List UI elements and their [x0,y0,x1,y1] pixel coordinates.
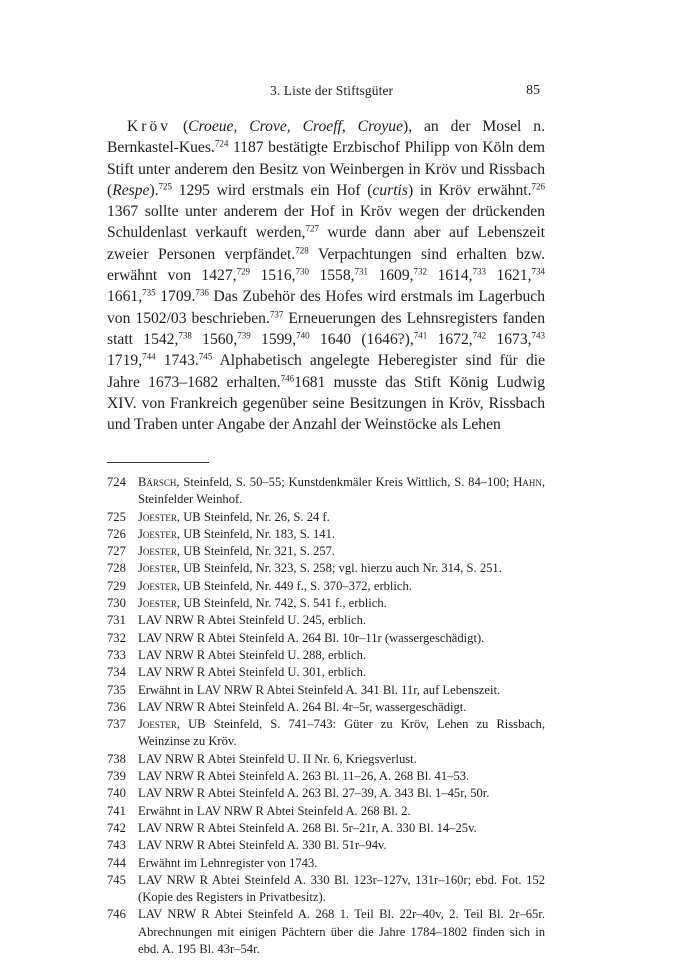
footnote-number: 725 [107,509,126,524]
text-run: Erneuerungen des Lehnsregisters fanden statt 1542, [107,309,545,348]
latin-term: curtis [372,181,408,199]
footnote-ref[interactable]: 734 [531,266,546,277]
footnote-ref[interactable]: 736 [195,287,209,298]
text-run: 1743. [155,352,199,370]
text-run: 1367 sollte unter anderem der Hof in Kröv wegen der drückenden Schuldenlast verkauft werden, [107,203,545,242]
footnote-text: LAV NRW R Abtei Steinfeld U. II Nr. 6, Kriegsverlust. [138,751,417,766]
footnote-737 [107,716,545,751]
text-run: 1709. [155,288,196,306]
footnote-text: LAV NRW R Abtei Steinfeld A. 330 Bl. 123r–127v, 131r–160r; ebd. Fot. 152 (Kopie des Registers in Privatbesitz). [138,872,545,905]
footnote-ref[interactable]: 725 [158,181,173,192]
text-run: 1558, [309,267,355,285]
footnote-text: , UB Steinfeld, Nr. 742, S. 541 f., erblich. [176,596,387,611]
footnote-text: , Steinfeld, S. 50–55; Kunstdenkmäler Kreis Wittlich, S. 84–100; [176,475,514,489]
text-run: wurde dann aber auf Lebenszeit zweier Personen verpfändet. [107,224,545,263]
footnote-ref[interactable]: 743 [531,330,546,341]
footnote-ref[interactable]: 727 [305,224,319,235]
footnote-number: 746 [107,907,126,922]
footnote-ref[interactable]: 744 [142,351,156,362]
text-run: 1599, [250,330,297,348]
footnote-number: 726 [107,526,126,541]
footnote-text: LAV NRW R Abtei Steinfeld A. 264 Bl. 4r–5r, wassergeschädigt. [138,699,467,714]
footnote-ref[interactable]: 742 [472,330,487,341]
footnote-text: , UB Steinfeld, Nr. 183, S. 141. [176,526,336,541]
footnotes [107,474,545,958]
footnote-ref[interactable]: 738 [178,330,192,341]
footnote-ref[interactable]: 733 [472,266,487,277]
footnote-number: 739 [107,769,126,784]
footnote-text: Erwähnt im Lehnregister von 1743. [138,855,318,870]
text-run: ( [171,118,189,135]
footnote-740 [107,785,545,802]
footnote-number: 742 [107,820,126,835]
footnote-ref[interactable]: 746 [280,373,295,384]
footnote-744 [107,855,545,872]
footnote-author: Joester [138,509,177,524]
text-run: 1673, [486,330,532,348]
footnote-727 [107,543,545,560]
footnote-text: , UB Steinfeld, Nr. 321, S. 257. [176,544,336,559]
text-run: 1609, [368,267,414,285]
text-run: 1621, [486,267,532,285]
footnote-725 [107,509,545,526]
footnote-number: 724 [107,475,126,489]
place-variants: Croeue, Crove, Croeff, Croyue [188,118,403,135]
footnote-number: 737 [107,717,126,732]
footnote-divider [107,462,209,463]
latin-term: Respe [112,181,150,199]
footnote-736 [107,699,545,716]
text-run: ). [149,181,159,199]
footnote-732 [107,630,545,647]
footnote-726 [107,526,545,543]
text-run: 1516, [250,267,296,285]
footnote-text: LAV NRW R Abtei Steinfeld U. 288, erblich. [138,647,367,662]
footnote-ref[interactable]: 740 [296,330,310,341]
footnote-733 [107,647,545,664]
footnote-text: Erwähnt in LAV NRW R Abtei Steinfeld A. 341 Bl. 11r, auf Lebenszeit. [138,682,501,697]
footnote-number: 738 [107,751,126,766]
footnote-number: 728 [107,561,126,576]
text-run: Alphabetisch angelegte Heberegister sind für die Jahre 1673–1682 erhalten. [107,352,546,391]
footnote-text: LAV NRW R Abtei Steinfeld A. 263 Bl. 11–26, A. 268 Bl. 41–53. [138,769,470,784]
footnote-text: , Steinfelder Weinhof. [138,475,545,507]
footnote-724 [107,474,545,509]
footnote-number: 740 [107,786,126,801]
footnote-text: , UB Steinfeld, Nr. 323, S. 258; vgl. hierzu auch Nr. 314, S. 251. [176,561,502,576]
text-run: ), an der Mosel n. Bernkastel-Kues. [107,118,545,157]
footnote-ref[interactable]: 735 [142,287,156,298]
text-run: 1295 wird erstmals ein Hof ( [172,181,373,199]
footnote-number: 730 [107,596,126,611]
footnote-number: 743 [107,838,126,853]
footnote-number: 727 [107,544,126,559]
footnote-text: LAV NRW R Abtei Steinfeld U. 301, erblich. [138,665,367,680]
footnote-738 [107,751,545,768]
footnote-741 [107,803,545,820]
footnote-author: Joester [138,561,177,576]
footnote-text: LAV NRW R Abtei Steinfeld A. 263 Bl. 27–39, A. 343 Bl. 1–45r, 50r. [138,786,490,801]
footnote-author: Joester [138,717,177,732]
footnote-number: 736 [107,699,126,714]
footnote-ref[interactable]: 729 [236,266,251,277]
footnote-ref[interactable]: 728 [295,245,309,256]
footnote-author: Joester [138,578,177,593]
footnote-ref[interactable]: 732 [413,266,428,277]
footnote-text: , UB Steinfeld, S. 741–743: Güter zu Kröv, Lehen zu Rissbach, Weinzinse zu Kröv. [138,717,545,749]
footnote-728 [107,560,545,577]
footnote-number: 735 [107,682,126,697]
footnote-742 [107,820,545,837]
text-run: 1719, [107,352,143,370]
footnote-text: LAV NRW R Abtei Steinfeld A. 268 Bl. 5r–21r, A. 330 Bl. 14–25v. [138,820,477,835]
running-title: 3. Liste der Stiftsgüter [270,83,394,98]
text-run: 1614, [427,267,473,285]
footnote-745 [107,872,545,907]
footnote-729 [107,578,545,595]
text-run: 1560, [191,330,238,348]
text-run: 1681 musste das Stift König Ludwig XIV. von Frankreich gegenüber seine Besitzungen in Kröv, Rissbach und Traben unter Angabe der Anzahl der Weinstöcke als Lehen [107,373,546,434]
footnote-ref[interactable]: 741 [413,330,428,341]
footnote-text: Erwähnt in LAV NRW R Abtei Steinfeld A. 268 Bl. 2. [138,803,411,818]
page-number: 85 [526,83,540,98]
footnote-ref[interactable]: 731 [354,266,369,277]
footnote-730 [107,595,545,612]
footnote-ref[interactable]: 737 [269,309,284,320]
footnote-739 [107,768,545,785]
footnote-text: LAV NRW R Abtei Steinfeld A. 264 Bl. 10r–11r (wassergeschädigt). [138,630,485,645]
footnote-author: Joester [138,544,177,559]
footnote-text: , UB Steinfeld, Nr. 449 f., S. 370–372, erblich. [176,578,412,593]
footnote-author: Joester [138,596,177,611]
footnote-734 [107,664,545,681]
footnote-author: Bärsch [138,475,177,489]
footnote-number: 745 [107,872,126,887]
main-text [107,116,545,435]
footnote-735 [107,682,545,699]
footnote-ref[interactable]: 726 [531,181,545,192]
footnote-number: 744 [107,855,126,870]
footnote-number: 733 [107,647,126,662]
footnote-text: LAV NRW R Abtei Steinfeld U. 245, erblich. [138,613,367,628]
footnote-text: LAV NRW R Abtei Steinfeld A. 330 Bl. 51r–94v. [138,838,387,853]
text-run: ) in Kröv erwähnt. [407,181,532,199]
footnote-author: Hahn [513,475,542,489]
footnote-ref[interactable]: 730 [295,266,310,277]
footnote-743 [107,837,545,854]
text-run: 1640 (1646?), [309,330,414,348]
text-run: 1187 bestätigte Erzbischof Philipp von Köln dem Stift unter anderem den Besitz von Weinbergen in Kröv und Rissbach ( [107,139,545,199]
footnote-ref[interactable]: 739 [237,330,251,341]
footnote-number: 732 [107,630,126,645]
footnote-ref[interactable]: 745 [198,351,213,362]
footnote-number: 731 [107,613,126,628]
text-run: 1661, [107,288,143,306]
footnote-author: Joester [138,526,177,541]
paragraph [107,116,545,435]
text-run: 1672, [427,330,473,348]
footnote-number: 741 [107,803,126,818]
text-run: Das Zubehör des Hofes wird erstmals im Lagerbuch von 1502/03 beschrieben. [107,288,545,327]
running-header [0,83,700,103]
footnote-number: 729 [107,578,126,593]
footnote-text: LAV NRW R Abtei Steinfeld A. 268 1. Teil Bl. 22r–40v, 2. Teil Bl. 2r–65r. Abrechnungen mit einigen Pächtern über die Jahre 1784–1802 finden sich in ebd. A. 195 Bl. 43r–54r. [138,907,545,957]
text-run: Verpachtungen sind erhalten bzw. erwähnt von 1427, [107,245,545,285]
place-name: Kröv [127,118,172,135]
footnote-number: 734 [107,665,126,680]
footnote-text: , UB Steinfeld, Nr. 26, S. 24 f. [176,509,330,524]
footnote-731 [107,612,545,629]
footnote-746 [107,906,545,958]
footnote-ref[interactable]: 724 [214,138,229,149]
